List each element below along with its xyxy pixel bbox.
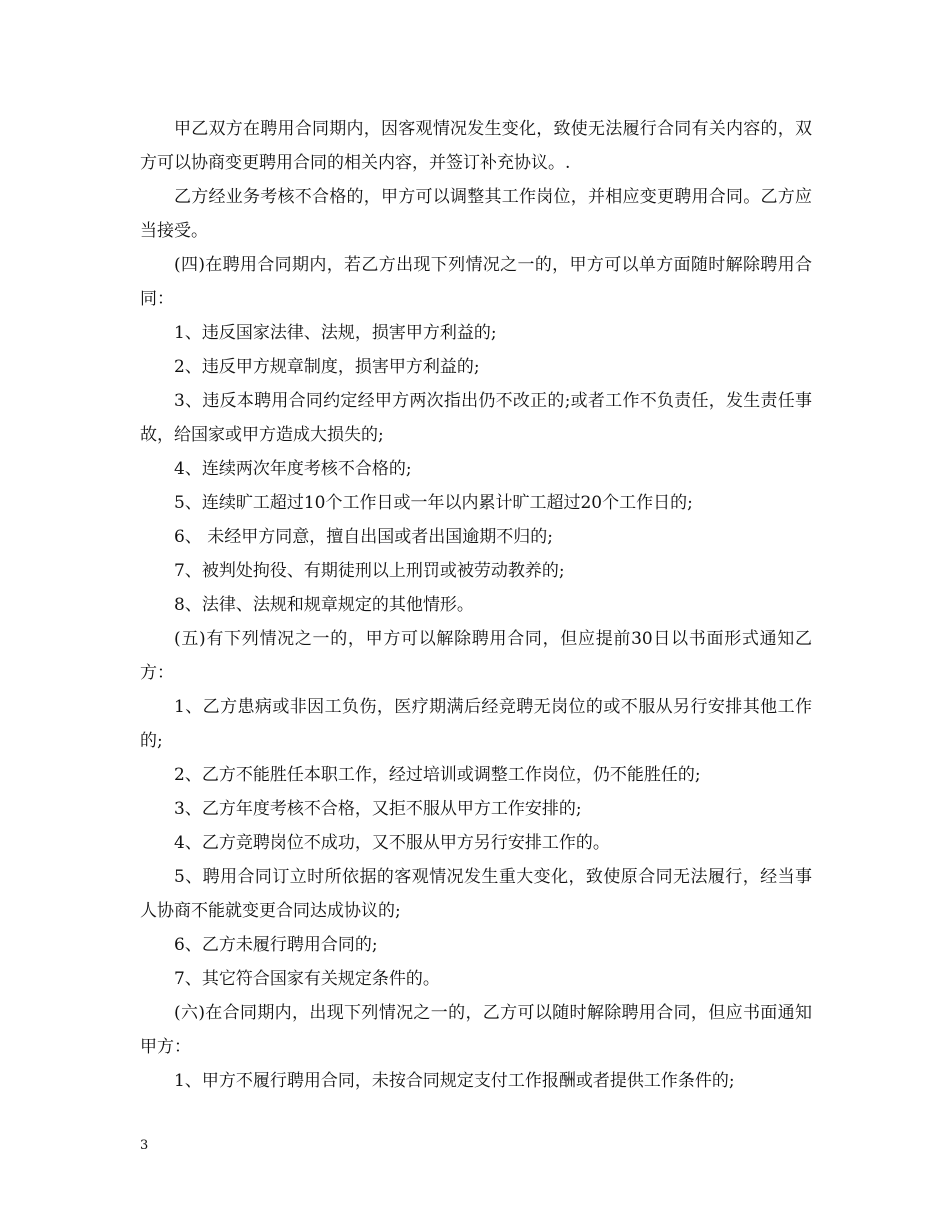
list-item: 2、乙方不能胜任本职工作，经过培训或调整工作岗位，仍不能胜任的; <box>174 765 701 785</box>
list-item: 6、 未经甲方同意，擅自出国或者出国逾期不归的; <box>174 527 553 547</box>
paragraph: (四)在聘用合同期内，若乙方出现下列情况之一的，甲方可以单方面随时解除聘用合同： <box>140 255 812 309</box>
list-item: 3、乙方年度考核不合格，又拒不服从甲方工作安排的; <box>174 799 582 819</box>
list-item: 4、连续两次年度考核不合格的; <box>174 459 412 479</box>
list-item: 6、乙方未履行聘用合同的; <box>174 935 378 955</box>
list-item: 7、其它符合国家有关规定条件的。 <box>174 969 440 989</box>
list-item: 5、聘用合同订立时所依据的客观情况发生重大变化，致使原合同无法履行，经当事人协商不能就变更合同达成协议的; <box>140 867 812 921</box>
paragraph: 甲乙双方在聘用合同期内，因客观情况发生变化，致使无法履行合同有关内容的，双方可以协商变更聘用合同的相关内容，并签订补充协议。. <box>140 119 812 173</box>
list-item: 5、连续旷工超过10个工作日或一年以内累计旷工超过20个工作日的; <box>174 493 693 513</box>
list-item: 7、被判处拘役、有期徒刑以上刑罚或被劳动教养的; <box>174 561 565 581</box>
list-item: 2、违反甲方规章制度，损害甲方利益的; <box>174 357 480 377</box>
list-item: 1、甲方不履行聘用合同，未按合同规定支付工作报酬或者提供工作条件的; <box>174 1071 735 1091</box>
document-body <box>140 112 812 1098</box>
list-item: 4、乙方竞聘岗位不成功，又不服从甲方另行安排工作的。 <box>174 833 610 853</box>
list-item: 3、违反本聘用合同约定经甲方两次指出仍不改正的;或者工作不负责任，发生责任事故，给国家或甲方造成大损失的; <box>140 391 812 445</box>
list-item: 1、违反国家法律、法规，损害甲方利益的; <box>174 323 497 343</box>
paragraph: (六)在合同期内，出现下列情况之一的，乙方可以随时解除聘用合同，但应书面通知甲方： <box>140 1003 812 1057</box>
paragraph: (五)有下列情况之一的，甲方可以解除聘用合同，但应提前30日以书面形式通知乙方： <box>140 629 812 683</box>
list-item: 8、法律、法规和规章规定的其他情形。 <box>174 595 474 615</box>
page-number: 3 <box>140 1138 149 1153</box>
list-item: 1、乙方患病或非因工负伤，医疗期满后经竞聘无岗位的或不服从另行安排其他工作的; <box>140 697 812 751</box>
paragraph: 乙方经业务考核不合格的，甲方可以调整其工作岗位，并相应变更聘用合同。乙方应当接受。 <box>140 187 812 241</box>
